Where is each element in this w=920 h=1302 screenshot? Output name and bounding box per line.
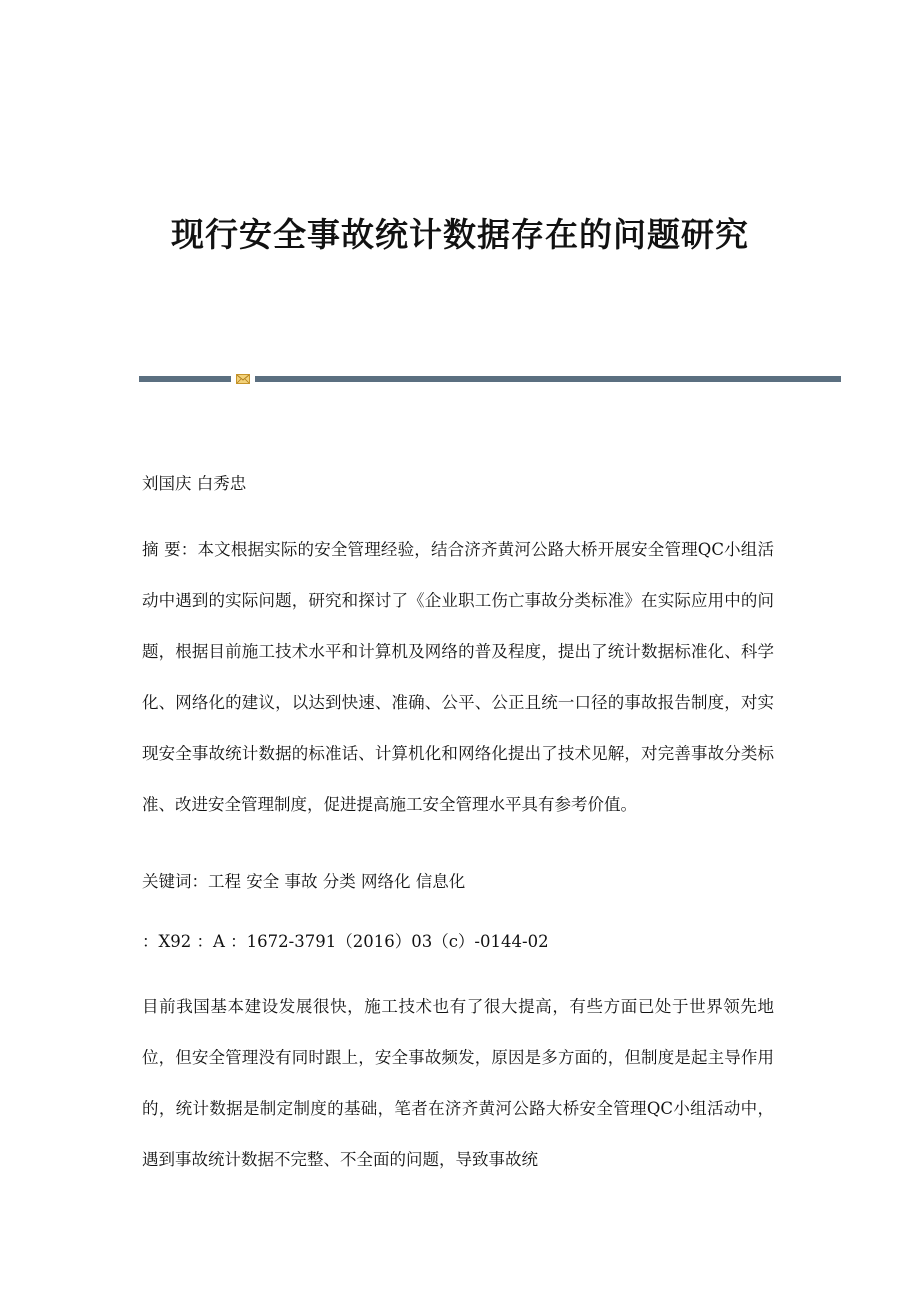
abstract: 摘 要：本文根据实际的安全管理经验，结合济齐黄河公路大桥开展安全管理QC小组活动中遇到的实际问题，研究和探讨了《企业职工伤亡事故分类标准》在实际应用中的问题，根据目前施工技术水平和计算机及网络的普及程度，提出了统计数据标准化、科学化、网络化的建议，以达到快速、准确、公平、公正且统一口径的事故报告制度，对实现安全事故统计数据的标准话、计算机化和网络化提出了技术见解，对完善事故分类标准、改进安全管理制度，促进提高施工安全管理水平具有参考价值。 — [142, 540, 774, 814]
title-divider — [139, 374, 841, 384]
divider-bar-left — [139, 376, 231, 382]
divider-bar-right — [255, 376, 841, 382]
keywords: 关键词：工程 安全 事故 分类 网络化 信息化 — [142, 872, 466, 891]
paper-title: 现行安全事故统计数据存在的问题研究 — [171, 215, 749, 254]
classification-codes: ：X92 ：A ：1672-3791（2016）03（c）-0144-02 — [142, 932, 549, 951]
body-paragraph: 目前我国基本建设发展很快，施工技术也有了很大提高，有些方面已处于世界领先地位，但安全管理没有同时跟上，安全事故频发，原因是多方面的，但制度是起主导作用的，统计数据是制定制度的基础，笔者在济齐黄河公路大桥安全管理QC小组活动中，遇到事故统计数据不完整、不全面的问题，导致事故统 — [142, 997, 774, 1169]
divider-ornament-icon — [236, 374, 250, 384]
authors: 刘国庆 白秀忠 — [142, 474, 247, 493]
